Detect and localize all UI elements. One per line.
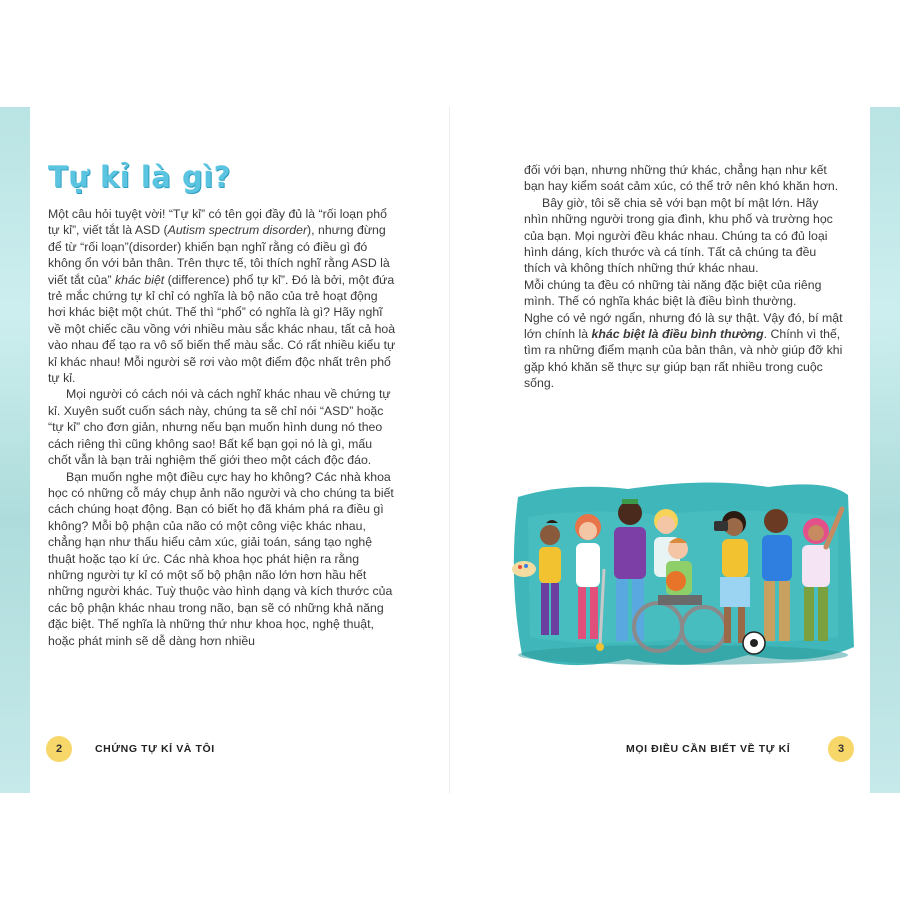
right-body-text [524, 162, 844, 392]
running-title: CHỨNG TỰ KỈ VÀ TÔI [95, 743, 215, 755]
children-group-illustration [508, 477, 854, 687]
right-page [450, 107, 870, 793]
text-run: (difference) phổ tự kỉ”. Đó là bởi, một đứa trẻ mắc chứng tự kỉ chỉ có nghĩa là bộ não của trẻ hoạt động hơi khác biệt một chút. Thế thì “phổ” có nghĩa là gì? Hãy nghĩ về một chiếc cầu vồng với nhiều màu sắc khác nhau, tất cả hoà vào nhau để tạo ra vô số biến thể màu sắc. Có rất nhiều kiểu tự kỉ khác nhau! Mỗi người sẽ rơi vào một điểm độc nhất trên phổ tự kỉ. [48, 272, 396, 386]
left-page-edge [0, 107, 30, 793]
page-number: 2 [46, 736, 72, 762]
page-title: Tự kỉ là gì? [48, 160, 231, 194]
text-run: Nghe có vẻ ngớ ngẩn, nhưng đó là sự thật. Vậy đó, bí mật lớn chính là [524, 310, 843, 342]
paragraph: Mỗi chúng ta đều có những tài năng đặc biệt của riêng mình. Thế có nghĩa khác biệt là điều bình thường. [524, 277, 822, 309]
book-spread [0, 107, 900, 793]
text-run: Một câu hỏi tuyệt vời! “Tự kỉ” có tên gọi đầy đủ là “rối loạn phổ tự kỉ”, viết tắt là ASD ( [48, 207, 387, 238]
right-page-edge [870, 107, 900, 793]
text-run: ), nhưng đừng để từ “rối loạn”(disorder) khiến bạn nghĩ rằng có điều gì đó không ổn với bản thân. Trên thực tế, tôi thích nghĩ rằng ASD là viết tắt của” [48, 223, 390, 287]
left-page [30, 107, 450, 793]
paragraph: đối với bạn, nhưng những thứ khác, chẳng hạn như kết bạn hay kiểm soát cảm xúc, có thể trở nên khó khăn hơn. [524, 163, 839, 194]
paragraph [524, 310, 844, 392]
text-run-bold-italic: khác biệt là điều bình thường [591, 327, 764, 342]
text-run: . Chính vì thế, tìm ra những điểm mạnh của bản thân, và nhờ giúp đỡ khi gặp khó khăn sẽ thực sự giúp bạn rất nhiều trong cuộc sống. [524, 327, 843, 391]
left-body-text [48, 206, 398, 649]
paragraph [48, 206, 398, 386]
paragraph: Bạn muốn nghe một điều cực hay ho không? Các nhà khoa học có những cỗ máy chụp ảnh não người và cho chúng ta biết cách chúng hoạt động. Bạn có biết họ đã khám phá ra điều gì không? Mỗi bộ phận của não có một công việc khác nhau, chẳng hạn như thấu hiểu cảm xúc, giải toán, sáng tạo nghệ thuật hoặc tạo kí ức. Các nhà khoa học phát hiện ra rằng những người tự kỉ có một số bộ phận não lớn hơn hầu hết những người khác. Tuỳ thuộc vào hình dạng và kích thước của các bộ phận khác nhau trong não, bạn sẽ có những khả năng đặc biệt. Thế nghĩa là những thứ như khoa học, nghệ thuật, hoặc phát minh sẽ dễ dàng hơn nhiều [48, 469, 394, 648]
text-run-italic: Autism spectrum disorder [167, 223, 308, 238]
page-number: 3 [828, 736, 854, 762]
running-title: MỌI ĐIỀU CẦN BIẾT VỀ TỰ KỈ [626, 743, 791, 755]
text-run-italic: khác biệt [114, 272, 165, 287]
paragraph: Bây giờ, tôi sẽ chia sẻ với bạn một bí mật lớn. Hãy nhìn những người trong gia đình, khu phố và trường học của bạn. Mọi người đều khác nhau. Chúng ta có đủ loại hình dáng, kích thước và cá tính. Tất cả chúng ta đều thích và không thích những thứ khác nhau. [524, 195, 833, 276]
paragraph: Mọi người có cách nói và cách nghĩ khác nhau về chứng tự kỉ. Xuyên suốt cuốn sách này, chúng ta sẽ chỉ nói “ASD” hoặc “tự kỉ” cho đơn giản, nhưng nếu bạn muốn hình dung nó theo cách riêng thì cũng không sao! Bất kể bạn gọi nó là gì, mấu chốt vẫn là bạn trải nghiệm thế giới theo một cách độc đáo. [48, 387, 391, 468]
